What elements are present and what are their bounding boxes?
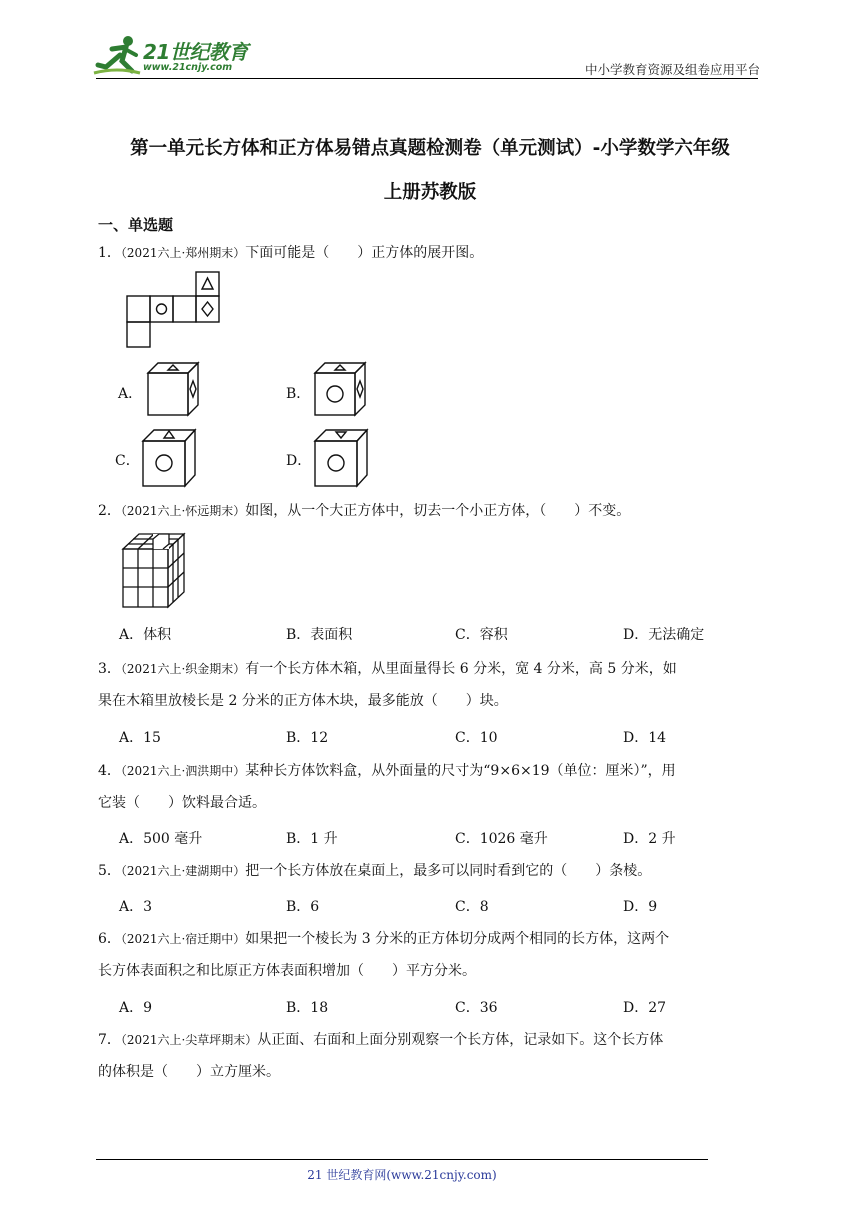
- question-source: （2021六上·建湖期中）: [120, 864, 246, 878]
- option-a[interactable]: A．15: [119, 730, 161, 746]
- logo-url: www.21cnjy.com: [143, 62, 233, 73]
- question-text-line1: 如果把一个棱长为 3 分米的正方体切分成两个相同的长方体，这两个: [245, 931, 670, 947]
- option-d[interactable]: D．27: [623, 1000, 667, 1016]
- option-a[interactable]: A．9: [119, 1000, 153, 1016]
- cube-option-c-icon[interactable]: [141, 428, 197, 488]
- question-source: （2021六上·怀远期末）: [120, 504, 246, 518]
- option-c[interactable]: C．1026 毫升: [455, 831, 548, 847]
- question-text: 下面可能是（ ）正方体的展开图。: [245, 245, 484, 261]
- option-c[interactable]: C．36: [455, 1000, 498, 1016]
- question-text: 如图，从一个大正方体中，切去一个小正方体，（ ）不变。: [245, 503, 631, 519]
- question-1: [98, 236, 762, 270]
- option-b[interactable]: B．18: [286, 1000, 329, 1016]
- question-number: 4．: [98, 763, 121, 779]
- cube-option-b-icon[interactable]: [313, 361, 367, 417]
- header-divider: [96, 78, 758, 79]
- option-b[interactable]: B．6: [286, 899, 320, 915]
- option-a[interactable]: A．500 毫升: [119, 831, 203, 847]
- question-source: （2021六上·宿迁期中）: [120, 932, 246, 946]
- question-5: [98, 854, 762, 888]
- option-b[interactable]: B．12: [286, 730, 329, 746]
- question-7: [98, 1023, 762, 1057]
- option-b[interactable]: B．表面积: [286, 627, 353, 643]
- question-2: [98, 494, 762, 528]
- question-4-line2: 它装（ ）饮料最合适。: [98, 795, 266, 811]
- cube-net-figure: [126, 272, 220, 348]
- question-text: 把一个长方体放在桌面上，最多可以同时看到它的（ ）条棱。: [245, 863, 652, 879]
- option-a[interactable]: A．3: [119, 899, 153, 915]
- option-c[interactable]: C．: [115, 453, 140, 469]
- option-d[interactable]: D．14: [623, 730, 667, 746]
- question-6: [98, 922, 762, 956]
- question-text-line1: 从正面、右面和上面分别观察一个长方体，记录如下。这个长方体: [257, 1032, 664, 1048]
- question-source: （2021六上·尖草坪期末）: [120, 1033, 258, 1047]
- option-b[interactable]: B．1 升: [286, 831, 338, 847]
- question-source: （2021六上·郑州期末）: [120, 246, 246, 260]
- page-title-line1: 第一单元长方体和正方体易错点真题检测卷（单元测试）-小学数学六年级: [130, 138, 730, 159]
- cube-option-a-icon[interactable]: [146, 361, 200, 417]
- footer-divider: [96, 1159, 708, 1160]
- footer-text[interactable]: 21 世纪教育网(www.21cnjy.com): [307, 1168, 497, 1182]
- section-heading: 一、单选题: [98, 216, 174, 234]
- question-number: 7．: [98, 1032, 121, 1048]
- page-title-line2: 上册苏教版: [383, 182, 477, 203]
- question-number: 5．: [98, 863, 121, 879]
- question-4: [98, 754, 762, 788]
- option-d[interactable]: D．9: [623, 899, 658, 915]
- runner-logo-icon: [92, 33, 142, 78]
- question-6-line2: 长方体表面积之和比原正方体表面积增加（ ）平方分米。: [98, 963, 476, 979]
- platform-text: 中小学教育资源及组卷应用平台: [584, 62, 760, 77]
- question-3-line2: 果在木箱里放棱长是 2 分米的正方体木块，最多能放（ ）块。: [98, 693, 508, 709]
- option-c[interactable]: C．容积: [455, 627, 508, 643]
- question-text-line1: 某种长方体饮料盒，从外面量的尺寸为“9×6×19（单位：厘米）”，用: [245, 763, 676, 779]
- option-a[interactable]: A．体积: [119, 627, 172, 643]
- logo-text: 21世纪教育: [143, 40, 248, 64]
- option-d[interactable]: D．2 升: [623, 831, 676, 847]
- cube-option-d-icon[interactable]: [313, 428, 369, 488]
- question-number: 2．: [98, 503, 121, 519]
- question-source: （2021六上·织金期末）: [120, 662, 246, 676]
- option-a[interactable]: A．: [118, 386, 143, 402]
- question-number: 1．: [98, 245, 121, 261]
- cut-cube-figure: [121, 531, 187, 609]
- option-c[interactable]: C．8: [455, 899, 489, 915]
- option-c[interactable]: C．10: [455, 730, 498, 746]
- question-number: 3．: [98, 661, 121, 677]
- question-3: [98, 652, 762, 686]
- question-source: （2021六上·泗洪期中）: [120, 764, 246, 778]
- option-d[interactable]: D．: [286, 453, 312, 469]
- question-7-line2: 的体积是（ ）立方厘米。: [98, 1064, 280, 1080]
- option-d[interactable]: D．无法确定: [623, 627, 705, 643]
- option-b[interactable]: B．: [286, 386, 311, 402]
- question-number: 6．: [98, 931, 121, 947]
- question-text-line1: 有一个长方体木箱，从里面量得长 6 分米，宽 4 分米，高 5 分米，如: [245, 661, 677, 677]
